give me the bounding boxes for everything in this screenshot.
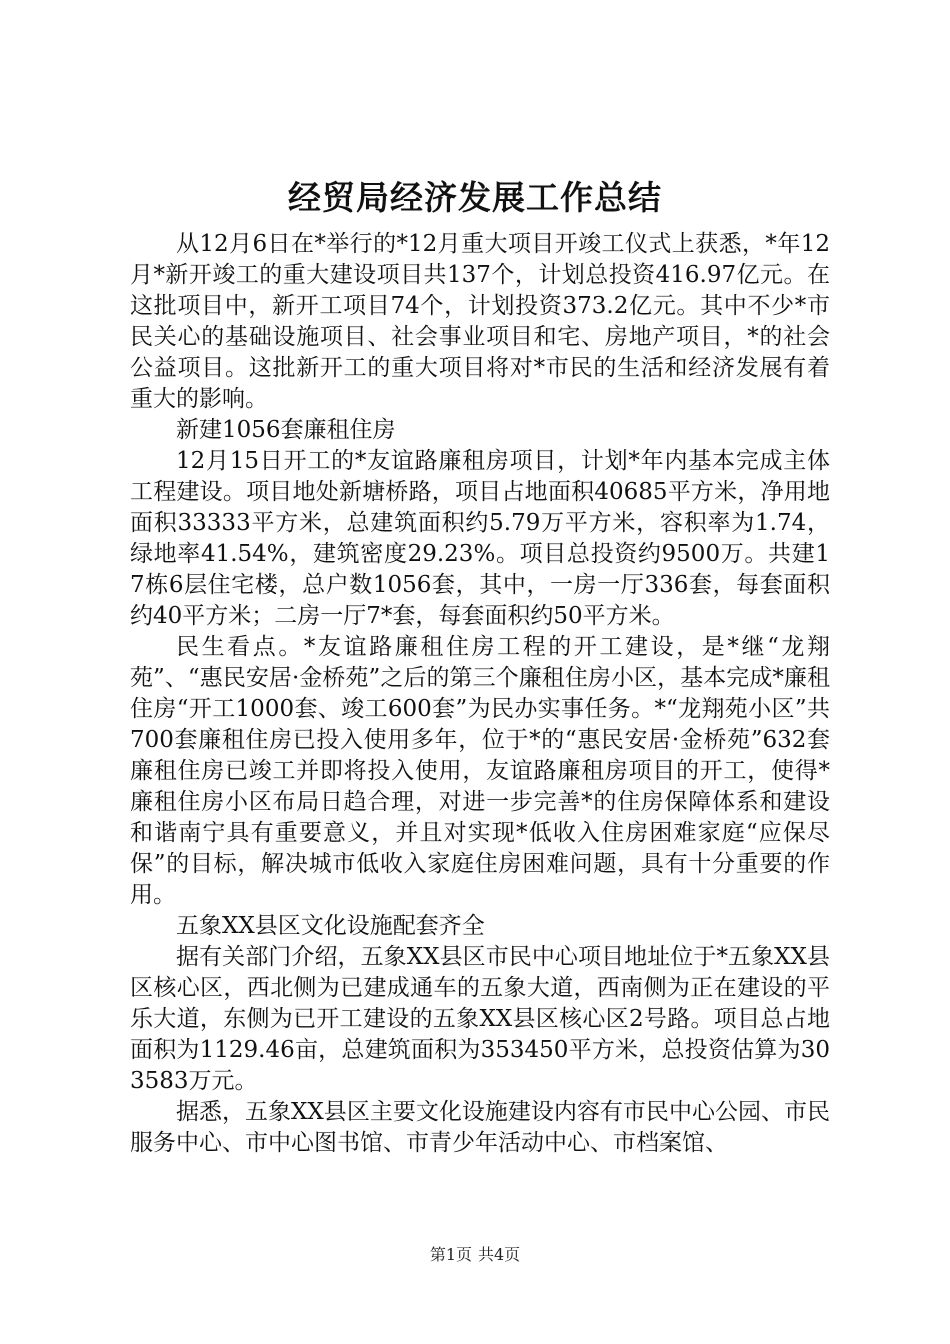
paragraph-culture-facilities: 据悉，五象XX县区主要文化设施建设内容有市民中心公园、市民服务中心、市中心图书馆、市青少年活动中心、市档案馆、 bbox=[130, 1099, 830, 1156]
paragraph-intro: 从12月6日在*举行的*12月重大项目开竣工仪式上获悉，*年12月*新开竣工的重大建设项目共137个，计划总投资416.97亿元。在这批项目中，新开工项目74个，计划投资373.2亿元。其中不少*市民关心的基础设施项目、社会事业项目和宅、房地产项目，*的社会公益项目。这批新开工的重大项目将对*市民的生活和经济发展有着重大的影响。 bbox=[130, 231, 830, 412]
page-footer bbox=[0, 1245, 950, 1265]
document-body bbox=[130, 229, 830, 1159]
section-heading-culture: 五象XX县区文化设施配套齐全 bbox=[176, 913, 485, 939]
page-total: 共4页 bbox=[478, 1245, 521, 1264]
page-number: 第1页 bbox=[429, 1245, 472, 1264]
paragraph-livelihood: 民生看点。*友谊路廉租住房工程的开工建设，是*继“龙翔苑”、“惠民安居·金桥苑”之后的第三个廉租住房小区，基本完成*廉租住房“开工1000套、竣工600套”为民办实事任务。*“龙翔苑小区”共700套廉租住房已投入使用多年，位于*的“惠民安居·金桥苑”632套廉租住房已竣工并即将投入使用，友谊路廉租房项目的开工，使得*廉租住房小区布局日趋合理，对进一步完善*的住房保障体系和建设和谐南宁具有重要意义，并且对实现*低收入住房困难家庭“应保尽保”的目标，解决城市低收入家庭住房困难问题，具有十分重要的作用。 bbox=[130, 634, 830, 908]
paragraph-civic-center: 据有关部门介绍，五象XX县区市民中心项目地址位于*五象XX县区核心区，西北侧为已建成通车的五象大道，西南侧为正在建设的平乐大道，东侧为已开工建设的五象XX县区核心区2号路。项目总占地面积为1129.46亩，总建筑面积为353450平方米，总投资估算为303583万元。 bbox=[130, 944, 830, 1094]
section-heading-housing: 新建1056套廉租住房 bbox=[176, 417, 396, 443]
document-title: 经贸局经济发展工作总结 bbox=[288, 178, 662, 217]
paragraph-housing-project: 12月15日开工的*友谊路廉租房项目，计划*年内基本完成主体工程建设。项目地处新塘桥路，项目占地面积40685平方米，净用地面积33333平方米，总建筑面积约5.79万平方米，容积率为1.74，绿地率41.54%，建筑密度29.23%。项目总投资约9500万。共建17栋6层住宅楼，总户数1056套，其中，一房一厅336套，每套面积约40平方米；二房一厅7*套，每套面积约50平方米。 bbox=[130, 448, 830, 629]
